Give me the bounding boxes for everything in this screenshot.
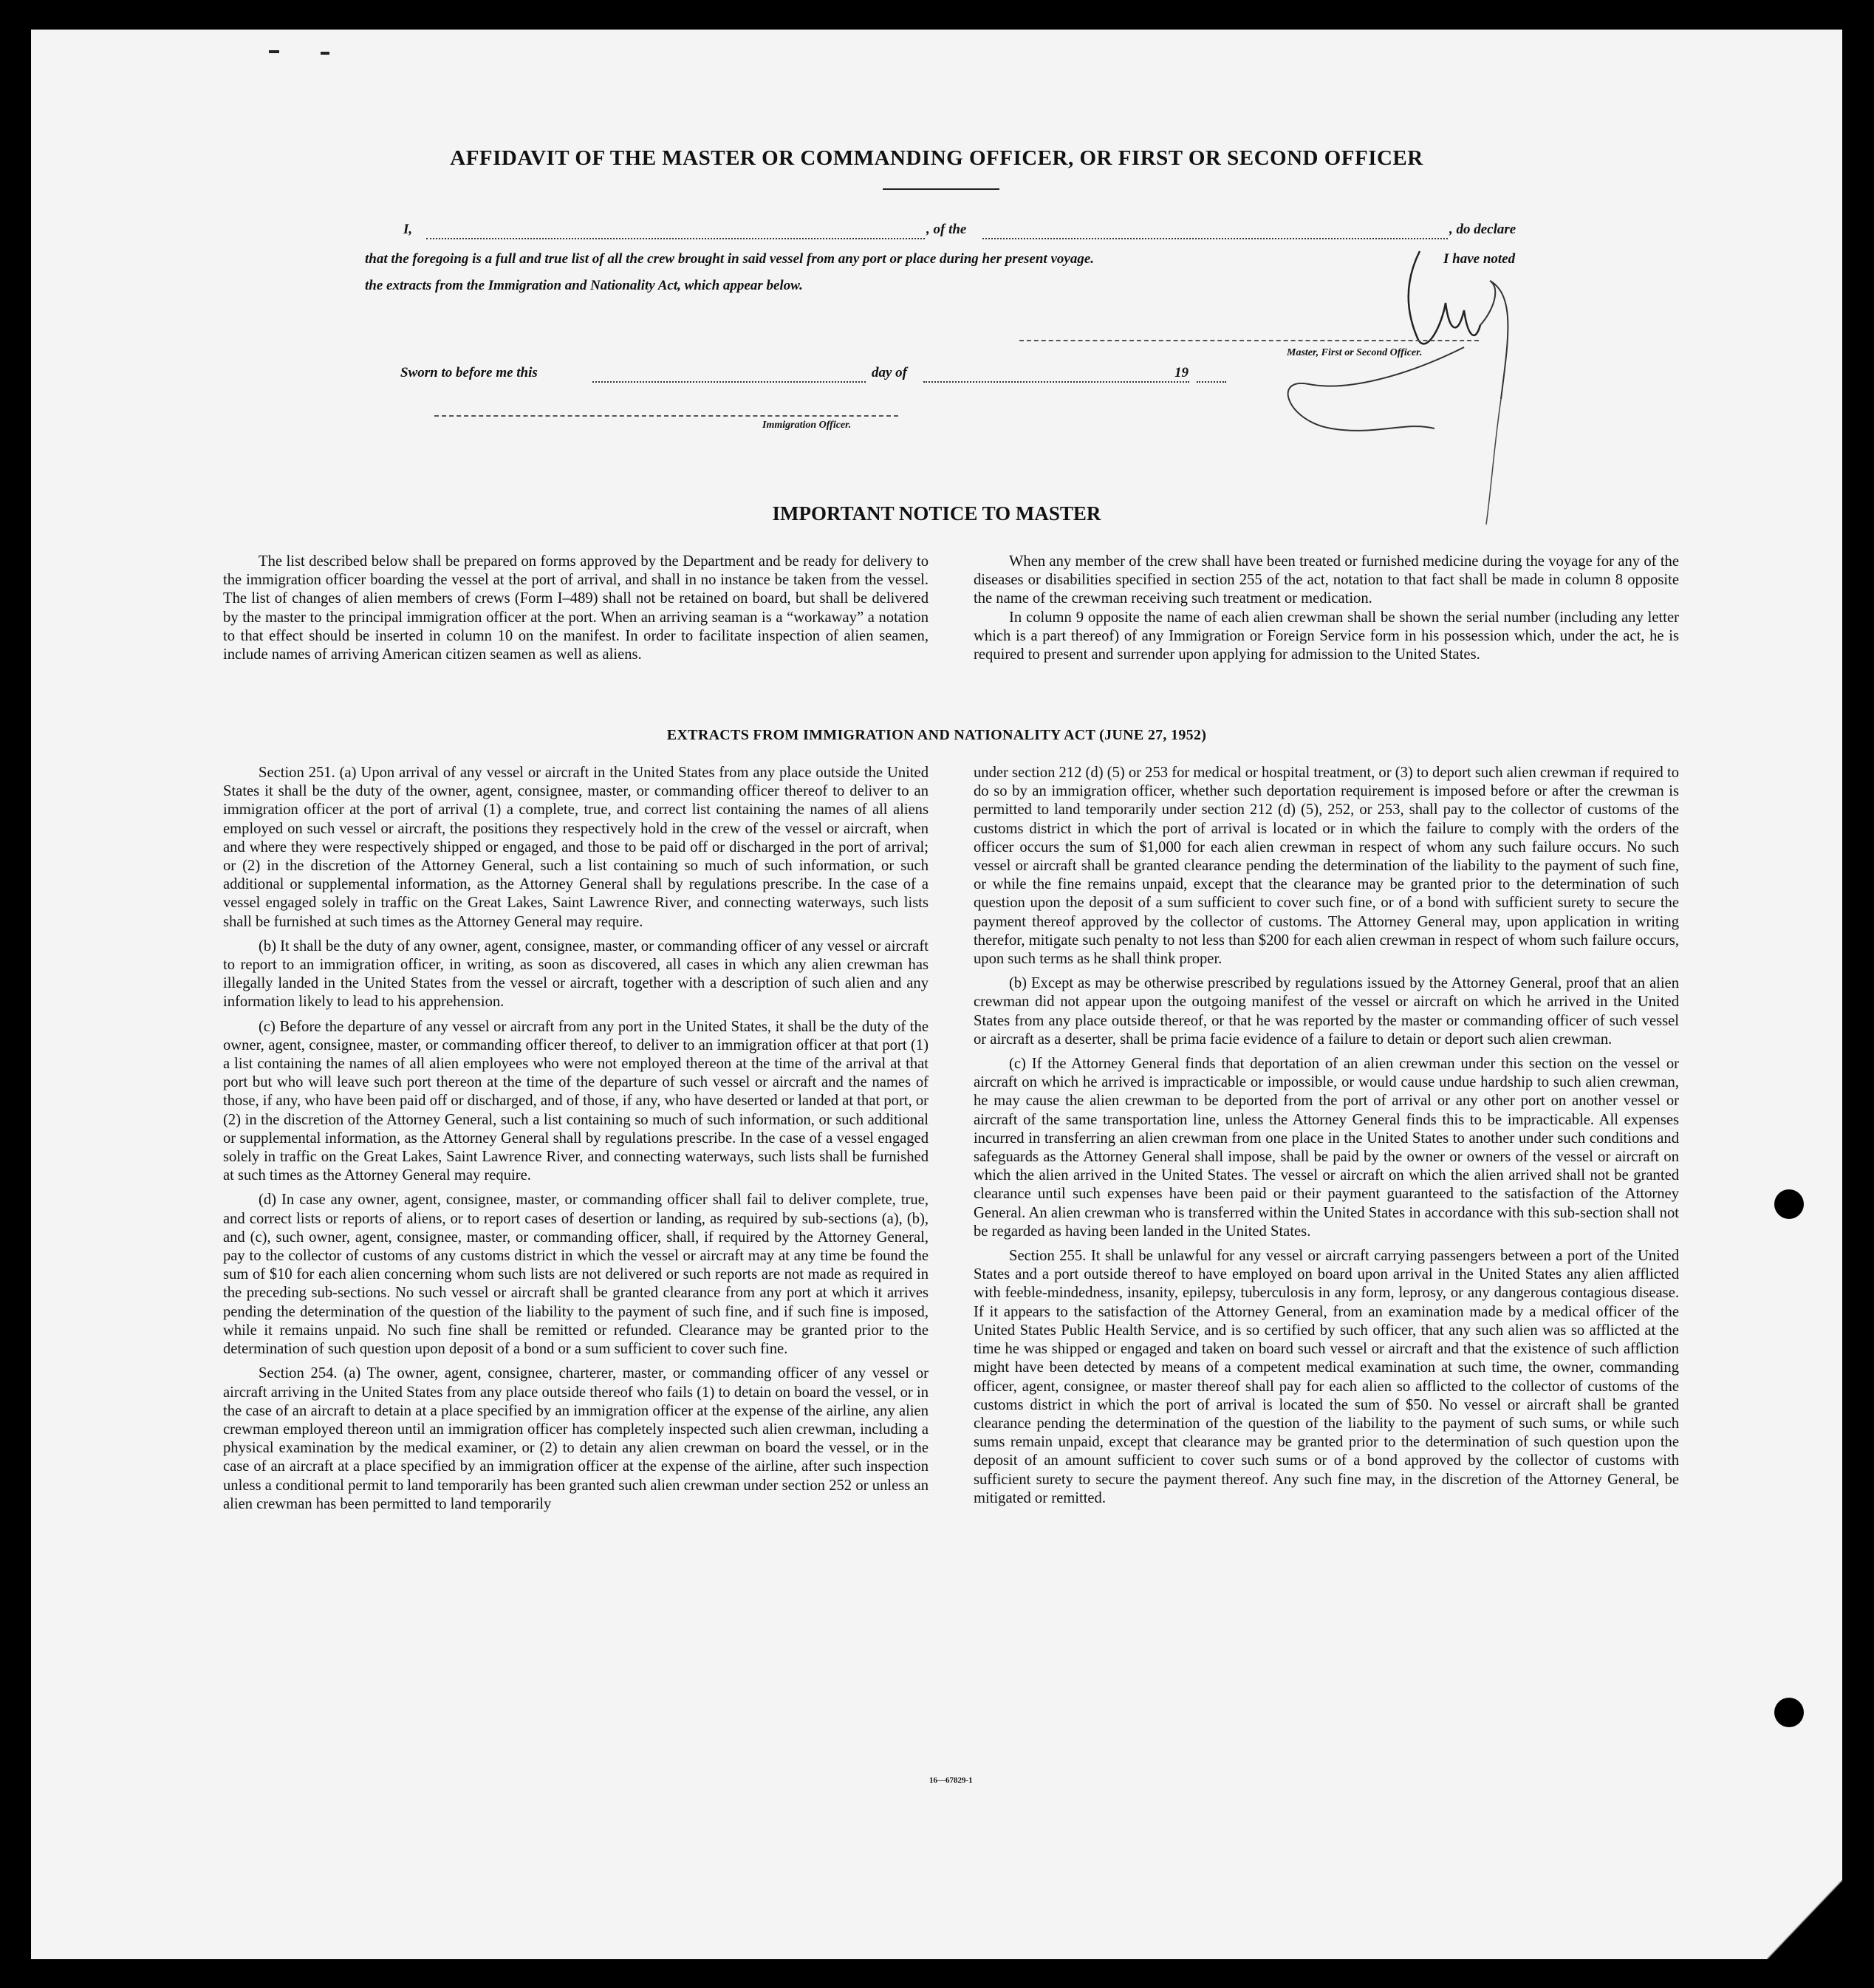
day-of-label: day of <box>872 365 908 380</box>
extracts-title: EXTRACTS FROM IMMIGRATION AND NATIONALITY ACT (JUNE 27, 1952) <box>666 727 1207 743</box>
master-signature-line[interactable] <box>1019 340 1479 341</box>
sworn-year-field[interactable] <box>1197 381 1226 383</box>
sworn-label: Sworn to before me this <box>400 365 538 380</box>
page-corner-fold <box>1767 1880 1842 1959</box>
handwritten-signature <box>1183 207 1523 547</box>
master-signature-caption: Master, First or Second Officer. <box>1287 347 1423 358</box>
statute-paragraph: (b) Except as may be otherwise prescribed by regulations issued by the Attorney General, proof that an alien crewman did not appear upon the outgoing manifest of the vessel or aircraft on which he arrived in the United States from any place outside thereof, or that he was reported by the master or commanding officer of such vessel or aircraft as a deserter, shall be prima facie evidence of a failure to detain or deport such alien crewman. <box>974 975 1679 1048</box>
notice-paragraph: In column 9 opposite the name of each alien crewman shall be shown the serial number (including any letter which is a part thereof) of any Immigration or Foreign Service form in his possession which, under the act, he is required to present and surrender upon applying for admission to the United States. <box>974 609 1679 663</box>
statute-paragraph: (d) In case any owner, agent, consignee, master, or commanding officer shall fail to deliver complete, true, and correct lists or reports of aliens, or to report cases of desertion or landing, as required by sub-sections (a), (b), and (c), such owner, agent, consignee, master, or commanding officer, shall, if required by the Attorney General, pay to the collector of customs of any customs district in which the vessel or aircraft may at any time be found the sum of $10 for each alien concerning whom such lists are not delivered or such reports are not made as required in the preceding sub-sections. No such vessel or aircraft shall be granted clearance from any port at which it arrives pending the determination of the question of the liability to the payment of such fine, and if such fine is imposed, while it remains unpaid. No such fine shall be remitted or refunded. Clearance may be granted prior to the determination of such question upon deposit of a bond or a sum sufficient to cover such fine. <box>223 1192 929 1358</box>
of-the-label: , of the <box>926 222 967 237</box>
declarant-prefix: I, <box>403 222 413 237</box>
notice-title: IMPORTANT NOTICE TO MASTER <box>772 502 1101 525</box>
statute-paragraph: (b) It shall be the duty of any owner, agent, consignee, master, or commanding officer of any vessel or aircraft to report to an immigration officer, in writing, as soon as discovered, all cases in which any alien crewman has illegally landed in the United States from the vessel or aircraft, together with a description of such alien and any information likely to lead to his apprehension. <box>223 937 929 1011</box>
punch-hole <box>1774 1698 1804 1727</box>
declare-label: , do declare <box>1449 222 1516 237</box>
year-prefix: 19 <box>1174 365 1189 380</box>
affidavit-title: AFFIDAVIT OF THE MASTER OR COMMANDING OFFICER, OR FIRST OR SECOND OFFICER <box>450 146 1423 170</box>
title-underline <box>883 188 999 190</box>
sworn-month-field[interactable] <box>923 381 1189 383</box>
form-code: 16—67829-1 <box>929 1776 973 1785</box>
declaration-text-line: that the foregoing is a full and true list of all the crew brought in said vessel from any port or place during her present voyage. <box>365 251 1094 267</box>
statute-paragraph: Section 254. (a) The owner, agent, consignee, charterer, master, or commanding officer of any vessel or aircraft arriving in the United States from any place outside thereof who fails (1) to detain on board the vessel, or in the case of an aircraft to detain at a place specified by an immigration officer at the expense of the airline, any alien crewman employed thereon until an immigration officer has completely inspected such alien crewman, including a physical examination by the medical examiner, or (2) to detain any alien crewman on board the vessel, or in the case of an aircraft at a place specified by an immigration officer at the expense of the airline, after such inspection unless a conditional permit to land temporarily has been granted such alien crewman under section 252 or unless an alien crewman has been permitted to land temporarily <box>223 1365 929 1512</box>
declarant-name-field[interactable] <box>426 238 925 239</box>
statute-paragraph: Section 255. It shall be unlawful for any vessel or aircraft carrying passengers between a port of the United States and a port outside thereof to have employed on board upon arrival in the United States any alien afflicted with feeble-mindedness, insanity, epilepsy, tuberculosis in any form, leprosy, or any dangerous contagious disease. If it appears to the satisfaction of the Attorney General, from an examination made by a medical officer of the United States Public Health Service, and is so certified by such officer, that any such alien was so afflicted at the time he was shipped or engaged and taken on board such vessel or aircraft and that the existence of such affliction might have been detected by means of a competent medical examination at such time, the owner, commanding officer, agent, consignee, or master thereof shall pay for each alien so afflicted to the collector of customs of the customs district in which the port of arrival is located the sum of $50. No vessel or aircraft shall be granted clearance pending the determination of the question of the liability to the payment of such sums, or while such sums remain unpaid, except that clearance may be granted prior to the determination of such question upon the deposit of an amount sufficient to cover such sums or of a bond approved by the collector of customs with sufficient surety to secure the payment thereof. Any such fine may, in the discretion of the Attorney General, be mitigated or remitted. <box>974 1248 1679 1506</box>
punch-hole <box>1774 1189 1804 1219</box>
document-page <box>31 30 1842 1959</box>
immigration-officer-signature-line[interactable] <box>434 415 898 417</box>
statute-paragraph: under section 212 (d) (5) or 253 for medical or hospital treatment, or (3) to deport such alien crewman if required to do so by an immigration officer, whether such deportation requirement is imposed before or after the crewman is permitted to land temporarily under section 212 (d) (5), 252, or 253, shall pay to the collector of customs of the customs district in which the port of arrival is located or in which the failure to comply with the orders of the officer occurs the sum of $1,000 for each alien crewman in respect of whom any such failure occurs. No such vessel or aircraft shall be granted clearance pending the determination of the liability to the payment of such fine, or while the fine remains unpaid, except that the clearance may be granted prior to the determination of such question upon the deposit of a sum sufficient to cover such fine, or of a bond with sufficient surety to secure the payment thereof approved by the collector of customs. The Attorney General may, upon application in writing therefor, mitigate such penalty to not less than $200 for each alien crewman in respect of whom such failure occurs, upon such terms as he shall think proper. <box>974 765 1680 968</box>
statute-paragraph: (c) If the Attorney General finds that deportation of an alien crewman under this section on the vessel or aircraft on which he arrived is impracticable or impossible, or would cause undue hardship to such alien crewman, he may cause the alien crewman to be deported from the port of arrival or any other port on another vessel or aircraft of the same transportation line, unless the Attorney General finds this to be impracticable. All expenses incurred in transferring an alien crewman from one place in the United States to another under such conditions and safeguards as the Attorney General shall impose, shall be paid by the owner or owners of the vessel or aircraft on which the alien arrived in the United States. The vessel or aircraft on which the alien arrived shall not be granted clearance until such expenses have been paid or their payment guaranteed to the satisfaction of the Attorney General. An alien crewman who is transferred within the United States in accordance with this sub-section shall not be regarded as having been landed in the United States. <box>974 1056 1679 1240</box>
immigration-officer-caption: Immigration Officer. <box>762 420 852 431</box>
sworn-date-field[interactable] <box>592 381 866 383</box>
extracts-right-column <box>974 764 1679 1508</box>
scan-mark <box>269 50 279 53</box>
scan-mark <box>321 52 329 55</box>
notice-right-column <box>974 553 1679 664</box>
statute-paragraph: Section 251. (a) Upon arrival of any vessel or aircraft in the United States from any place outside the United States it shall be the duty of the owner, agent, consignee, master, or commanding officer thereof to deliver to an immigration officer at the port of arrival (1) a complete, true, and correct list containing the names of all aliens employed on such vessel or aircraft, the positions they respectively hold in the crew of the vessel or aircraft, when and where they were respectively shipped or engaged, and those to be paid off or discharged in the port of arrival; or (2) in the discretion of the Attorney General, such a list containing so much of such information, or such additional or supplemental information, as the Attorney General shall by regulations prescribe. In the case of a vessel engaged solely in traffic on the Great Lakes, Saint Lawrence River, and connecting waterways, such lists shall be furnished at such times as the Attorney General may require. <box>223 765 929 930</box>
declaration-noted: I have noted <box>1443 251 1516 267</box>
notice-left-column <box>223 553 929 664</box>
notice-paragraph: The list described below shall be prepared on forms approved by the Department and be ready for delivery to the immigration officer boarding the vessel at the port of arrival, and shall in no instance be taken from the vessel. The list of changes of alien members of crews (Form I–489) shall not be retained on board, but shall be delivered by the master to the principal immigration officer at the port. When an arriving seaman is a “workaway” a notation to that effect should be inserted in column 10 on the manifest. In order to facilitate inspection of alien seamen, include names of arriving American citizen seamen as well as aliens. <box>223 553 929 663</box>
notice-paragraph: When any member of the crew shall have been treated or furnished medicine during the voyage for any of the diseases or disabilities specified in section 255 of the act, notation to that fact shall be made in column 8 opposite the name of the crewman receiving such treatment or medication. <box>974 553 1679 607</box>
declaration-text-line: the extracts from the Immigration and Nationality Act, which appear below. <box>365 278 803 293</box>
statute-paragraph: (c) Before the departure of any vessel or aircraft from any port in the United States, it shall be the duty of the owner, agent, consignee, master, or commanding officer thereof, to deliver to an immigration officer at that port (1) a list containing the names of all alien employees who were not employed thereon at the time of the arrival at that port but who will leave such port thereon at the time of the departure of such vessel or aircraft and the names of those, if any, who have been paid off or discharged, and of those, if any, who have deserted or landed at that port, or (2) in the discretion of the Attorney General, such a list containing so much of such information, or such additional or supplemental information, as the Attorney General shall by regulations prescribe. In the case of a vessel engaged solely in traffic on the Great Lakes, Saint Lawrence River, and connecting waterways, such lists shall be furnished at such times as the Attorney General may require. <box>223 1018 929 1184</box>
extracts-left-column <box>223 764 929 1514</box>
